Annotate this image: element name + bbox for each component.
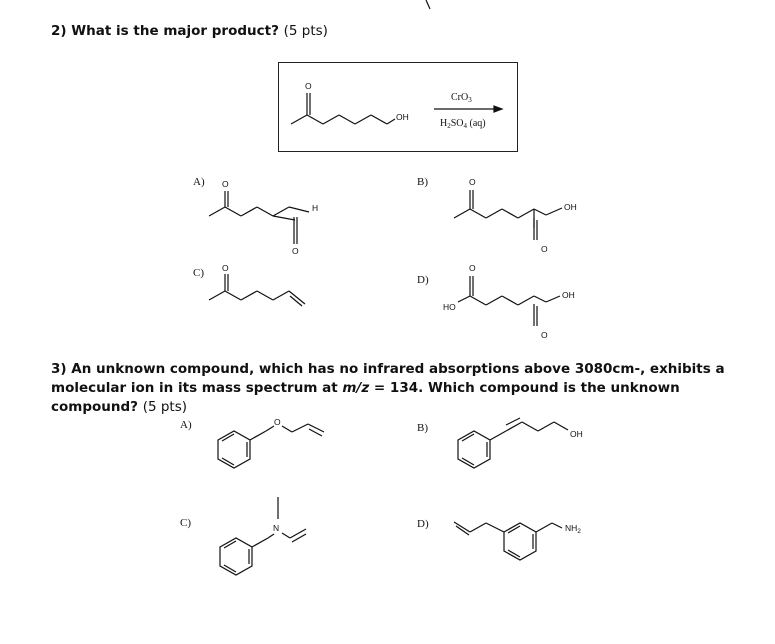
q3-option-b-label: B) <box>417 422 428 434</box>
q2-number: 2) <box>51 23 67 39</box>
q3d-nh2: $NH_2$ <box>565 523 581 535</box>
q3-option-a-structure <box>208 410 358 480</box>
q2-option-a-structure <box>205 178 335 263</box>
q2b-oh: OH <box>564 202 577 212</box>
q2-option-b-label: B) <box>417 176 428 188</box>
q3-heading <box>51 360 741 417</box>
q3-option-c-structure <box>210 495 340 585</box>
reaction-arrow-conditions <box>432 88 512 133</box>
q2a-o-bottom: O <box>292 246 299 256</box>
q2b-o-top: O <box>469 177 476 187</box>
q2c-o: O <box>222 263 229 273</box>
q2d-o-top: O <box>469 263 476 273</box>
q3-option-b-structure <box>448 410 608 480</box>
q2-points: (5 pts) <box>283 23 328 39</box>
q2a-o-top: O <box>222 179 229 189</box>
q3c-n: N <box>273 523 280 533</box>
q3-text-2: = 134. Which compound is the unknown compound? <box>51 380 680 415</box>
q3-points: (5 pts) <box>142 399 188 415</box>
q2-heading <box>51 23 328 39</box>
q2-option-b-structure <box>450 170 590 260</box>
q2b-o-bottom: O <box>541 244 548 254</box>
q3-option-d-label: D) <box>417 518 429 530</box>
q2-option-c-label: C) <box>193 267 204 279</box>
reagent-top: CrO$_3$ <box>451 92 472 104</box>
q2-option-d-label: D) <box>417 274 429 286</box>
q2-text: What is the major product? <box>71 23 279 39</box>
starting-material-structure <box>285 78 425 138</box>
reagent-bottom: $H_2SO_4$ (aq) <box>440 118 486 130</box>
q3b-oh: OH <box>570 429 583 439</box>
q3-number: 3) <box>51 361 67 377</box>
q2-option-a-label: A) <box>193 176 205 188</box>
q3-option-d-structure <box>448 505 618 585</box>
q2-option-d-structure <box>440 258 590 348</box>
q3-option-a-label: A) <box>180 419 192 431</box>
q3-option-c-label: C) <box>180 517 191 529</box>
q3a-o: O <box>274 417 281 427</box>
q2a-h: H <box>312 203 319 213</box>
q3-text-1: An unknown compound, which has no infrared absorptions above 3080cm-, exhibits a molecular ion in its mass spectrum at <box>51 361 725 396</box>
q3-mz: m/z <box>342 380 370 396</box>
q2-option-c-structure <box>205 260 315 320</box>
start-oh-label: OH <box>396 112 409 122</box>
stray-mark <box>420 0 440 14</box>
q2d-oh: OH <box>562 290 575 300</box>
q2d-ho: HO <box>443 302 456 312</box>
start-carbonyl-o: O <box>305 81 312 91</box>
q2d-o-bottom: O <box>541 330 548 340</box>
